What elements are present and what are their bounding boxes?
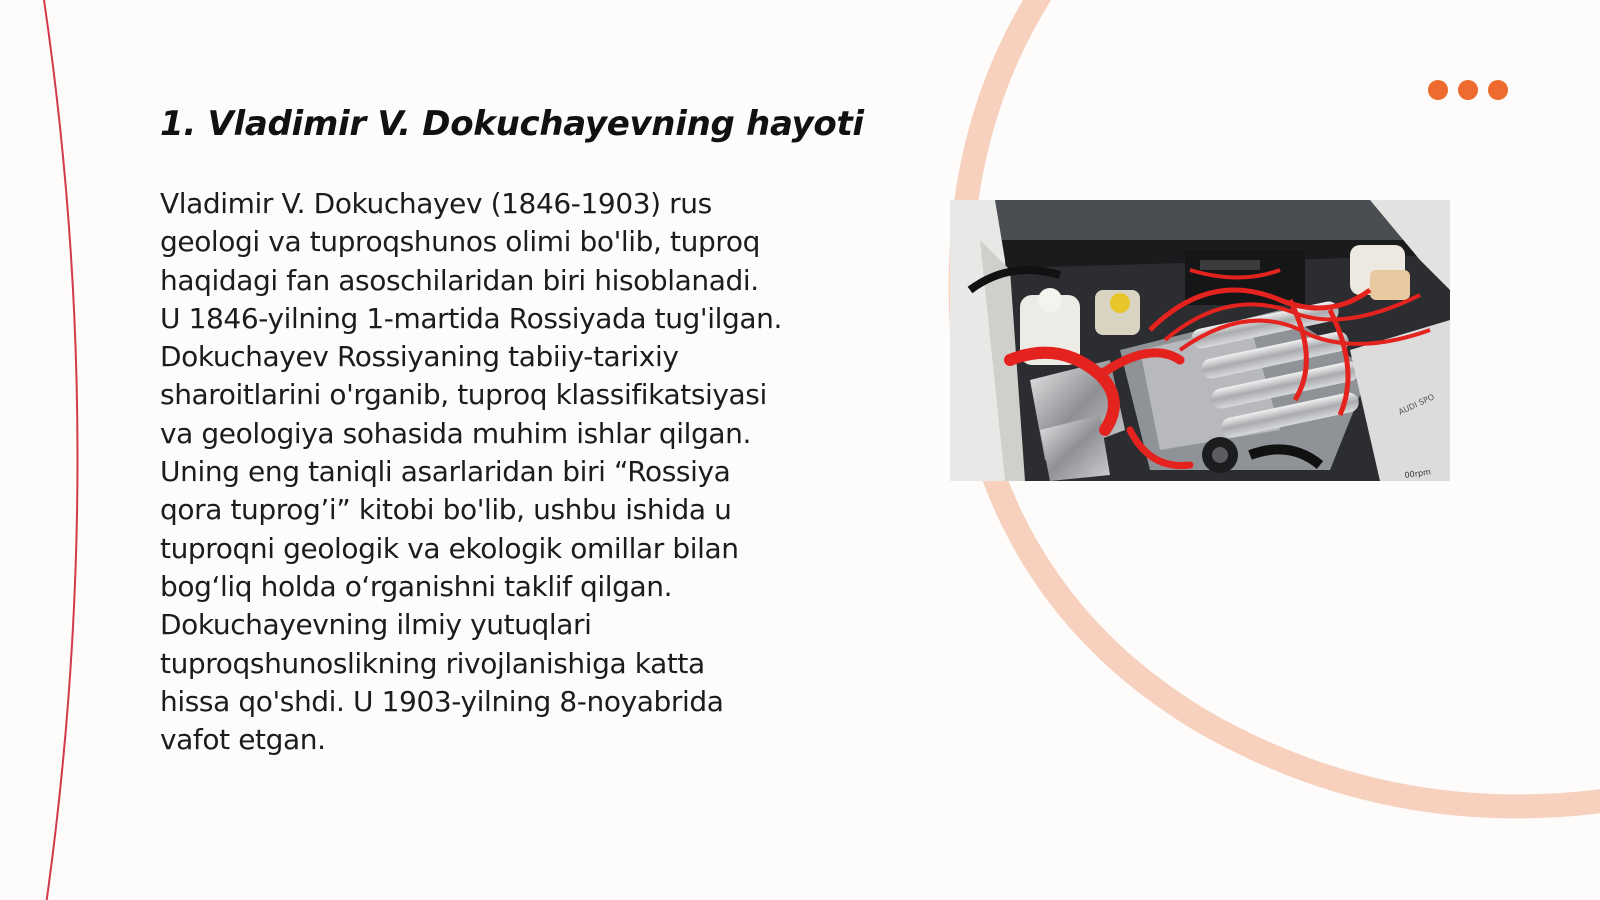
body-line: qora tuprog’i” kitobi bo'lib, ushbu ishida u	[160, 493, 732, 527]
body-line: Dokuchayev Rossiyaning tabiiy-tarixiy	[160, 340, 679, 374]
svg-text:AUDI SPO: AUDI SPO	[1397, 392, 1436, 417]
body-line: tuproqni geologik va ekologik omillar bilan	[160, 531, 739, 565]
body-line: Dokuchayevning ilmiy yutuqlari	[160, 608, 592, 642]
svg-text:00rpm: 00rpm	[1404, 467, 1432, 480]
slide-body-text	[160, 185, 850, 759]
body-line: haqidagi fan asoschilaridan biri hisoblanadi.	[160, 263, 759, 297]
accent-dot	[1488, 80, 1508, 100]
accent-dot	[1428, 80, 1448, 100]
body-line: tuproqshunoslikning rivojlanishiga katta	[160, 646, 705, 680]
body-line: Uning eng taniqli asarlaridan biri “Rossiya	[160, 455, 731, 489]
engine-bay-illustration	[950, 200, 1450, 481]
body-line: bog‘liq holda o‘rganishni taklif qilgan.	[160, 569, 673, 603]
body-line: Vladimir V. Dokuchayev (1846-1903) rus	[160, 187, 712, 220]
body-line: vafot etgan.	[160, 723, 326, 757]
body-line: va geologiya sohasida muhim ishlar qilgan.	[160, 416, 751, 450]
slide-title: 1. Vladimir V. Dokuchayevning hayoti	[160, 104, 864, 144]
accent-dots	[1428, 80, 1508, 100]
engine-bay-photo	[950, 200, 1450, 481]
body-line: hissa qo'shdi. U 1903-yilning 8-noyabrida	[160, 684, 724, 718]
body-line: sharoitlarini o'rganib, tuproq klassifikatsiyasi	[160, 378, 767, 412]
body-line: U 1846-yilning 1-martida Rossiyada tug'ilgan.	[160, 301, 782, 335]
decorative-left-line	[44, 0, 78, 900]
accent-dot	[1458, 80, 1478, 100]
body-line: geologi va tuproqshunos olimi bo'lib, tuproq	[160, 225, 760, 259]
